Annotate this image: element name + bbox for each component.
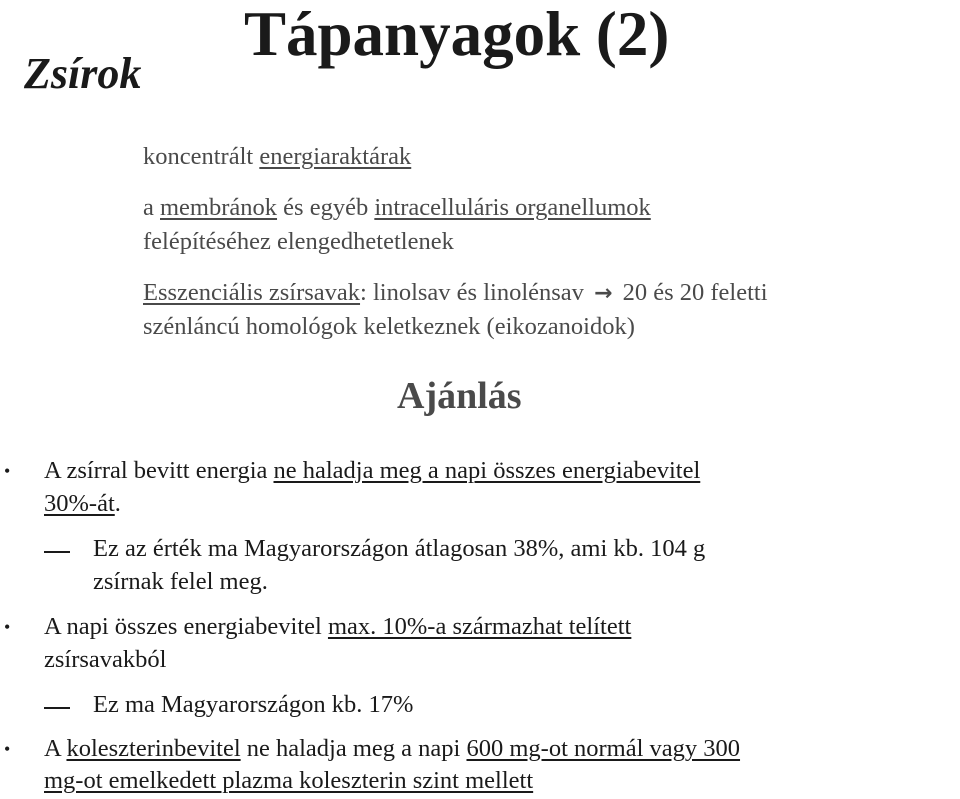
intro-underlined: Esszenciális zsírsavak xyxy=(143,279,361,306)
dash-1-line-2: zsírnak felel meg. xyxy=(93,568,268,595)
intro-text: szénláncú homológok keletkeznek (eikozanoidok) xyxy=(143,313,635,340)
bullet-1-line-1 xyxy=(44,456,700,486)
bullet-underlined: koleszterinbevitel xyxy=(66,735,241,762)
bullet-underlined: ne haladja meg a napi összes energiabevitel xyxy=(273,457,701,484)
dash-2-line-1: Ez ma Magyarországon kb. 17% xyxy=(93,691,414,718)
dash-1-line-1: Ez az érték ma Magyarországon átlagosan 38%, ami kb. 104 g xyxy=(93,535,706,562)
intro-line-2 xyxy=(143,193,651,223)
intro-text: felépítéséhez elengedhetetlenek xyxy=(143,228,454,255)
bullet-3-line-2 xyxy=(44,766,533,796)
arrow-right-icon: → xyxy=(594,281,613,306)
intro-text: és egyéb xyxy=(277,194,375,221)
recommendation-heading: Ajánlás xyxy=(397,375,522,417)
dash-icon xyxy=(44,551,70,553)
intro-line-3 xyxy=(143,227,454,257)
dash-icon xyxy=(44,707,70,709)
intro-text: koncentrált xyxy=(143,143,260,170)
bullet-underlined: mg-ot emelkedett plazma koleszterin szint mellett xyxy=(44,767,534,794)
intro-text: a xyxy=(143,194,160,221)
section-title: Zsírok xyxy=(24,49,142,98)
bullet-text: . xyxy=(114,490,121,517)
bullet-text: A napi összes energiabevitel xyxy=(44,613,328,640)
bullet-underlined: 30%-át xyxy=(44,490,115,517)
bullet-underlined: max. 10%-a származhat telített xyxy=(327,613,632,640)
intro-underlined: membránok xyxy=(160,194,278,221)
bullet-icon: • xyxy=(4,617,11,637)
intro-underlined: energiaraktárak xyxy=(259,143,412,170)
bullet-icon: • xyxy=(4,461,11,481)
bullet-text: zsírsavakból xyxy=(44,646,167,673)
bullet-text: A xyxy=(44,735,67,762)
page-title: Tápanyagok (2) xyxy=(244,0,670,69)
bullet-text: ne haladja meg a napi xyxy=(240,735,467,762)
bullet-1-line-2 xyxy=(44,489,121,519)
intro-text: : linolsav és linolénsav xyxy=(360,279,584,306)
bullet-icon: • xyxy=(4,739,11,759)
intro-line-5 xyxy=(143,312,635,342)
intro-text: 20 és 20 feletti xyxy=(622,279,768,306)
bullet-text: A zsírral bevitt energia xyxy=(44,457,274,484)
bullet-underlined: 600 mg-ot normál vagy 300 xyxy=(466,735,741,762)
bullet-2-line-2 xyxy=(44,645,166,675)
intro-underlined: intracelluláris organellumok xyxy=(374,194,651,221)
intro-line-4 xyxy=(143,278,768,309)
intro-line-1 xyxy=(143,142,411,172)
bullet-2-line-1 xyxy=(44,612,631,642)
bullet-3-line-1 xyxy=(44,734,740,764)
